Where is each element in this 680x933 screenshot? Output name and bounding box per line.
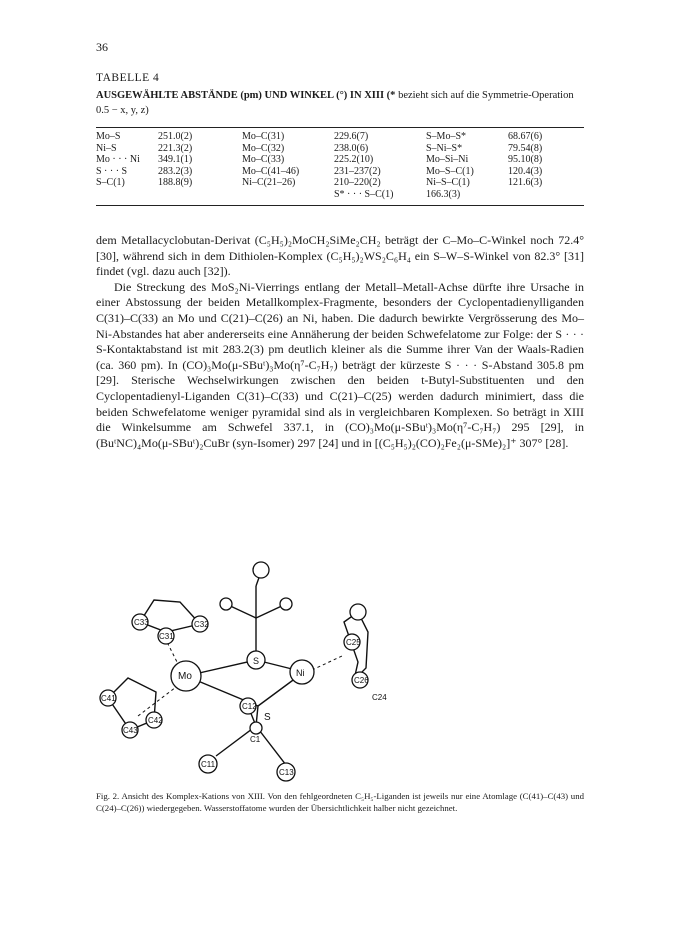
table-top-rule <box>96 127 584 128</box>
table-cell: Mo · · · Ni <box>96 154 140 166</box>
distances-angles-table <box>96 131 584 201</box>
table-cell: S–C(1) <box>96 177 125 189</box>
label-c13: C13 <box>279 768 294 777</box>
atom-c-top <box>253 562 269 578</box>
table-cell: Mo–C(32) <box>242 142 285 154</box>
table-cell: 188.8(9) <box>158 177 193 189</box>
table-cell: 210–220(2) <box>334 177 381 189</box>
table-row <box>96 154 584 166</box>
molecule-figure <box>96 560 584 785</box>
table-cell: S · · · S <box>96 165 128 177</box>
table-cell <box>242 189 334 201</box>
table-cell: 349.1(1) <box>158 154 193 166</box>
table-cell: 79.54(8) <box>508 142 543 154</box>
atom-c-upper-left <box>220 598 232 610</box>
table-cell: Mo–S–C(1) <box>426 165 474 177</box>
table-cell: S–Mo–S* <box>426 131 467 142</box>
label-c41: C41 <box>101 694 116 703</box>
table-cell: 95.10(8) <box>508 154 543 166</box>
atom-c-upper-right <box>280 598 292 610</box>
table-cell: Mo–C(31) <box>242 131 285 142</box>
table-caption <box>96 88 586 118</box>
table-cell: 231–237(2) <box>334 165 381 177</box>
atom-c1 <box>250 722 262 734</box>
table-caption-note: bezieht sich auf die Symmetrie-Operation 0.5 − x, y, z) <box>96 90 574 116</box>
table-cell: 120.4(3) <box>508 165 543 177</box>
label-c33: C33 <box>134 618 149 627</box>
label-mo: Mo <box>178 671 192 682</box>
table-row <box>96 177 584 189</box>
table-cell: Mo–S <box>96 131 121 142</box>
table-row <box>96 143 584 155</box>
table-cell: Mo–C(41–46) <box>242 165 300 177</box>
table-cell: Mo–C(33) <box>242 154 285 166</box>
table-cell: Mo–Si–Ni <box>426 154 469 166</box>
label-c43: C43 <box>123 726 138 735</box>
table-cell: 221.3(2) <box>158 142 193 154</box>
paragraph-1: dem Metallacyclobutan-Derivat (C₅H₅)₂MoCH₂SiMe₂CH₂ beträgt der C–Mo–C-Winkel noch 72.4° [30], während sich in dem Dithiolen-Komplex (C₅H₅)₂WS₂C₆H₄ ein S–W–S-Winkel von 82.3° [31] findet (vgl. dazu auch [32]). <box>96 233 584 279</box>
label-c42: C42 <box>148 716 163 725</box>
paragraph-2: Die Streckung des MoS₂Ni-Vierrings entlang der Metall–Metall-Achse dürfte ihre Ursache in einer Abstossung der beiden Metallkomplex-Fragmente, besonders der Cyclopentadienylliganden C(31)–C(33) an Mo und C(21)–C(26) an Ni, haben. Die dadurch bewirkte Vergrösserung des Mo–Ni-Abstandes hat aber andererseits eine Annäherung der beiden Schwefelatome zur Folge: der S · · · S-Kontaktabstand ist mit 283.2(3) pm deutlich kleiner als die Summe ihrer Van der Waals-Radien (ca. 360 pm). In (CO)₃Mo(μ-SBuᵗ)₃Mo(η⁷-C₇H₇) beträgt der kürzeste S · · · S-Abstand 305.8 pm [29]. Sterische Wechselwirkungen zwischen den beiden t-Butyl-Substituenten und den Cyclopentadienyl-Liganden C(31)–C(33) und C(21)–C(25) werden dadurch minimiert, dass die beiden Schwefelatome weniger pyramidal sind als in vergleichbaren Komplexen. So beträgt in XIII die Winkelsumme am Schwefel 337.1, in (CO)₃Mo(μ-SBuᵗ)₃Mo(η⁷-C₇H₇) 295 [29], in (BuᵗNC)₄Mo(μ-SBuᵗ)₂CuBr (syn-Isomer) 297 [24] und in [(C₅H₅)₂(CO)₂Fe₂(μ-SMe)₂]⁺ 307° [28]. <box>96 279 584 450</box>
table-cell: 121.6(3) <box>508 177 543 189</box>
table-cell: 68.67(6) <box>508 131 543 142</box>
table-cell <box>158 189 242 201</box>
table-cell: 225.2(10) <box>334 154 374 166</box>
figure-caption <box>96 790 584 814</box>
table-cell: Ni–C(21–26) <box>242 177 296 189</box>
table-cell: S* · · · S–C(1) <box>334 188 394 200</box>
cp-ring-mo-upper <box>140 600 200 632</box>
table-cell: 283.2(3) <box>158 165 193 177</box>
table-cell <box>508 189 584 201</box>
figure-caption-text: Ansicht des Komplex-Kations von XIII. Von den fehlgeordneten C₅H₅-Liganden ist jeweils nur eine Atomlage (C(41)–C(43) und C(24)–C(26)) wiedergegeben. Wasserstoffatome wurden der Übersichtlichkeit halber nicht gezeichnet. <box>96 791 584 813</box>
figure-caption-label: Fig. 2. <box>96 791 120 801</box>
table-cell: 251.0(2) <box>158 131 193 142</box>
table-cell: Ni–S <box>96 142 117 154</box>
atom-c25-ring-top <box>350 604 366 620</box>
table-title: TABELLE 4 <box>96 72 160 84</box>
label-s-top: S <box>253 656 260 666</box>
table-row <box>96 189 584 201</box>
label-c1: C1 <box>250 735 261 744</box>
table-cell <box>96 189 158 201</box>
body-text <box>96 233 584 451</box>
label-c11: C11 <box>201 760 216 769</box>
table-cell: Ni–S–C(1) <box>426 177 470 189</box>
table-cell: 229.6(7) <box>334 131 369 142</box>
label-s-bottom: S <box>264 712 271 723</box>
table-row <box>96 131 584 143</box>
label-c31: C31 <box>159 632 174 641</box>
label-ni: Ni <box>296 668 305 678</box>
page-number: 36 <box>96 40 108 54</box>
table-cell: 166.3(3) <box>426 188 461 200</box>
table-caption-main: AUSGEWÄHLTE ABSTÄNDE (pm) UND WINKEL (°) IN XIII (* <box>96 90 399 101</box>
molecule-drawing <box>96 560 584 785</box>
table-bottom-rule <box>96 205 584 206</box>
table-cell: S–Ni–S* <box>426 142 463 154</box>
label-c26: C26 <box>354 676 369 685</box>
table-row <box>96 166 584 178</box>
label-c12: C12 <box>242 702 257 711</box>
table-cell: 238.0(6) <box>334 142 369 154</box>
label-c25: C25 <box>346 638 361 647</box>
label-c24: C24 <box>372 693 387 702</box>
label-c32: C32 <box>194 620 209 629</box>
